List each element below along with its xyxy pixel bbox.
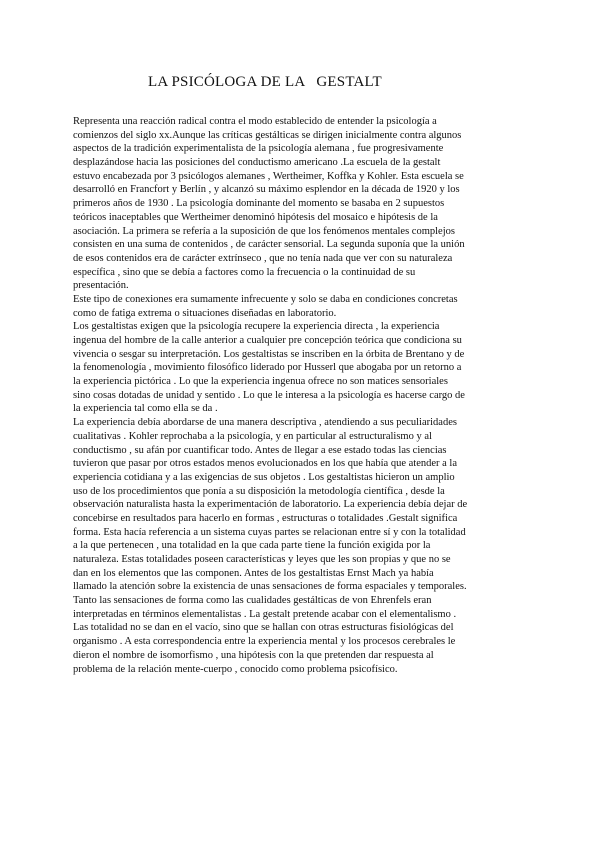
text-line: la experiencia pictórica . Lo que la experiencia ingenua ofrece no son matices sensoriales xyxy=(73,376,448,388)
text-line: problema de la relación mente-cuerpo , conocido como problema psicofísico. xyxy=(73,663,398,675)
text-line: organismo . A esta correspondencia entre la experiencia mental y los procesos cerebrales le xyxy=(73,636,456,648)
text-line: llamado la atención sobre la existencia de unas sensaciones de forma espaciales y temporales. xyxy=(73,581,467,593)
text-line: tuvieron que pasar por otros estados menos evolucionados en los que había que atender a la xyxy=(73,458,458,470)
text-line: específica , sino que se debía a factores como la frecuencia o la continuidad de su xyxy=(73,266,416,278)
text-line: comienzos del siglo xx.Aunque las críticas gestálticas se dirigen inicialmente contra algunos xyxy=(73,129,462,141)
text-line: presentación. xyxy=(73,280,129,292)
text-line: estuvo encabezada por 3 psicólogos alemanes , Wertheimer, Koffka y Kohler. Esta escuela se xyxy=(73,170,464,182)
text-line: de esos contenidos era de carácter extrínseco , que no tenía nada que ver con su naturaleza xyxy=(73,252,453,264)
text-line: la experiencia tal como ella se da . xyxy=(73,403,218,415)
text-line: Los gestaltistas exigen que la psicología recupere la experiencia directa , la experiencia xyxy=(73,321,440,333)
text-line: cualitativas . Kohler reprochaba a la psicología, y en particular al estructuralismo y al xyxy=(73,430,432,442)
text-line: forma. Esta hacía referencia a un sistema cuyas partes se relacionan entre sí y con la totalidad xyxy=(73,526,466,538)
text-line: a la que pertenecen , una totalidad en la que cada parte tiene la función exigida por la xyxy=(73,540,431,552)
text-line: Este tipo de conexiones era sumamente infrecuente y solo se daba en condiciones concretas xyxy=(73,293,458,305)
text-line: ingenua del hombre de la calle anterior a cualquier pre concepción teórica que condiciona su xyxy=(73,335,462,346)
text-line: consisten en una suma de contenidos , de carácter sensorial. La segunda suponía que la unión xyxy=(73,239,465,251)
text-line: interpretadas en términos elementalistas . La gestalt pretende acabar con el elementalismo . xyxy=(73,608,457,620)
text-line: desarrolló en Francfort y Berlín , y alcanzó su máximo esplendor en la década de 1920 y los xyxy=(73,184,460,196)
text-line: la fenomenología , movimiento filosófico liderado por Husserl que abogaba por un retorno a xyxy=(73,362,462,374)
text-line: naturaleza. Estas totalidades poseen características y leyes que les son propias y que no se xyxy=(73,554,451,565)
text-line: observación naturalista hasta la experimentación de laboratorio. La experiencia debía dejar de xyxy=(73,499,468,511)
text-line: Tanto las sensaciones de forma como las cualidades gestálticas de von Ehrenfels eran xyxy=(73,595,432,607)
text-line: asociación. La primera se refería a la suposición de que los fenómenos mentales complejos xyxy=(73,225,455,237)
text-line: La experiencia debía abordarse de una manera descriptiva , atendiendo a sus peculiaridades xyxy=(73,417,457,429)
page-title: LA PSICÓLOGA DE LA GESTALT xyxy=(148,74,382,90)
text-line: uso de los procedimientos que ponía a su disposición la metodología científica , desde la xyxy=(73,485,445,497)
text-line: experiencia cotidiana y a las exigencias de sus objetos . Los gestaltistas hicieron un amplio xyxy=(73,471,455,483)
text-line: dieron el nombre de isomorfismo , una hipótesis con la que pretenden dar respuesta al xyxy=(73,649,434,661)
text-line: Las totalidad no se dan en el vacío, sino que se hallan con otras estructuras fisiológicas del xyxy=(73,622,454,634)
text-line: aspectos de la tradición experimentalista de la psicología alemana , fue progresivamente xyxy=(73,143,444,155)
body-text xyxy=(73,115,523,676)
text-line: teóricos inaceptables que Wertheimer denominó hipótesis del mosaico e hipótesis de la xyxy=(73,211,438,223)
text-line: dan en los elementos que las componen. Antes de los gestaltistas Ernst Mach ya había xyxy=(73,567,434,579)
text-line: desplazándose hacia las posiciones del conductismo americano .La escuela de la gestalt xyxy=(73,157,441,169)
text-line: sino cosas dotadas de unidad y sentido . Lo que le interesa a la psicología es hacerse cargo de xyxy=(73,389,465,401)
text-line: primeros años de 1930 . La psicología dominante del momento se basaba en 2 supuestos xyxy=(73,198,445,210)
text-line: Representa una reacción radical contra el modo establecido de entender la psicología a xyxy=(73,116,437,127)
text-line: como de fatiga extrema o situaciones diseñadas en laboratorio. xyxy=(73,307,337,319)
text-line: conductismo , su afán por cuantificar todo. Antes de llegar a ese estado todas las ciencias xyxy=(73,444,447,456)
text-line: vivencia o sesgar su interpretación. Los gestaltistas se inscriben en la órbita de Brentano y de xyxy=(73,348,465,360)
text-line: concebirse en resultados para hacerlo en formas , estructuras o totalidades .Gestalt significa xyxy=(73,512,458,524)
